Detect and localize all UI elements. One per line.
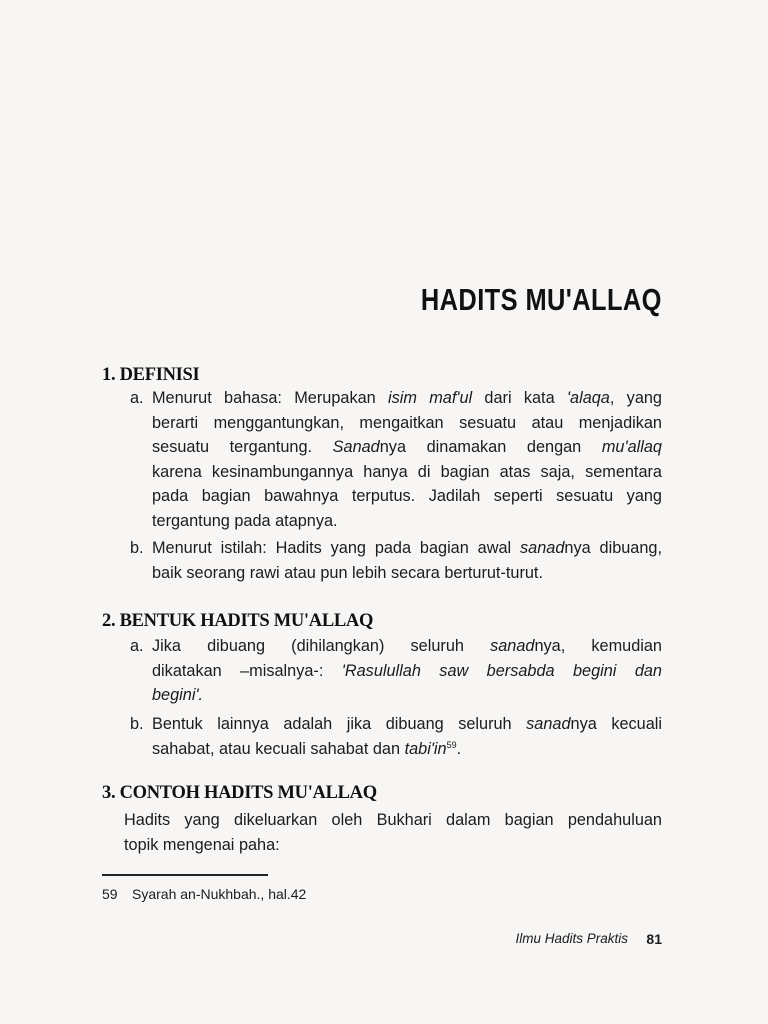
- text-segment: nya dinamakan dengan: [379, 438, 602, 457]
- text-segment: Jika dibuang (dihilangkan) seluruh: [152, 637, 491, 655]
- text-segment: baik seorang rawi atau pun lebih secara berturut-turut.: [152, 563, 543, 582]
- text-line: [152, 634, 662, 659]
- text-segment: Menurut istilah: Hadits yang pada bagian awal: [152, 539, 521, 557]
- text-segment: dari kata: [472, 389, 567, 407]
- italic-term: mu'allaq: [601, 438, 662, 457]
- text-segment: , yang: [609, 389, 662, 407]
- chapter-title: HADITS MU'ALLAQ: [421, 282, 662, 317]
- italic-term: 'alaqa: [566, 389, 610, 407]
- running-footer-title: Ilmu Hadits Praktis: [515, 931, 628, 946]
- text-line: [152, 435, 662, 460]
- text-line: [124, 808, 662, 833]
- text-line: [152, 659, 662, 684]
- footnote-divider: [102, 874, 268, 876]
- paragraph: [124, 808, 662, 857]
- text-segment: sahabat, atau kecuali sahabat dan: [152, 739, 405, 758]
- list-marker: a.: [130, 637, 144, 655]
- text-line: [152, 561, 662, 586]
- italic-term: 'Rasulullah saw bersabda begini dan: [341, 661, 662, 680]
- text-line: [152, 737, 662, 762]
- footnote-number: 59: [102, 886, 118, 902]
- list-marker: a.: [130, 389, 144, 407]
- text-segment: topik mengenai paha:: [124, 835, 280, 854]
- text-line: [152, 484, 662, 509]
- text-segment: Menurut bahasa: Merupakan: [152, 389, 388, 407]
- list-marker: b.: [130, 539, 144, 557]
- text-segment: .: [456, 739, 462, 758]
- section-heading: 3. CONTOH HADITS MU'ALLAQ: [102, 783, 377, 803]
- text-segment: pada bagian bawahnya terputus. Jadilah seperti sesuatu yang: [152, 487, 662, 506]
- italic-term: Sanad: [332, 438, 380, 457]
- text-segment: berarti menggantungkan, mengaitkan sesuatu atau menjadikan: [152, 413, 662, 432]
- page-number: 81: [646, 931, 662, 947]
- italic-term: isim maf'ul: [387, 389, 473, 407]
- italic-term: sanad: [526, 715, 571, 733]
- italic-term: tabi'in: [404, 739, 447, 758]
- text-segment: nya dibuang,: [564, 539, 662, 557]
- text-segment: sesuatu tergantung.: [152, 438, 333, 457]
- text-line: [152, 683, 662, 708]
- list-item: [130, 536, 662, 585]
- text-line: [152, 460, 662, 485]
- text-segment: Bentuk lainnya adalah jika dibuang seluruh: [152, 715, 527, 733]
- text-line: [152, 509, 662, 534]
- text-segment: nya kecuali: [570, 715, 662, 733]
- text-segment: karena kesinambungannya hanya di bagian atas saja, sementara: [152, 462, 662, 481]
- footnote-text: Syarah an-Nukhbah., hal.42: [132, 886, 307, 902]
- section-heading: 1. DEFINISI: [102, 365, 200, 385]
- list-item: [130, 634, 662, 708]
- list-item: [130, 712, 662, 761]
- list-marker: b.: [130, 715, 144, 733]
- text-line: [152, 536, 662, 561]
- italic-term: sanad: [520, 539, 565, 557]
- italic-term: sanad: [490, 637, 535, 655]
- section-heading: 2. BENTUK HADITS MU'ALLAQ: [102, 611, 374, 631]
- text-line: [152, 411, 662, 436]
- text-segment: nya, kemudian: [534, 637, 662, 655]
- text-segment: Hadits yang dikeluarkan oleh Bukhari dalam bagian pendahuluan: [124, 811, 662, 829]
- text-line: [152, 386, 662, 411]
- text-segment: dikatakan –misalnya-:: [152, 661, 342, 680]
- list-item: [130, 386, 662, 534]
- footnote: [102, 886, 306, 902]
- text-line: [152, 712, 662, 737]
- text-segment: tergantung pada atapnya.: [152, 511, 338, 530]
- footnote-reference: 59: [446, 739, 457, 750]
- italic-term: begini'.: [152, 686, 204, 705]
- text-line: [124, 833, 662, 858]
